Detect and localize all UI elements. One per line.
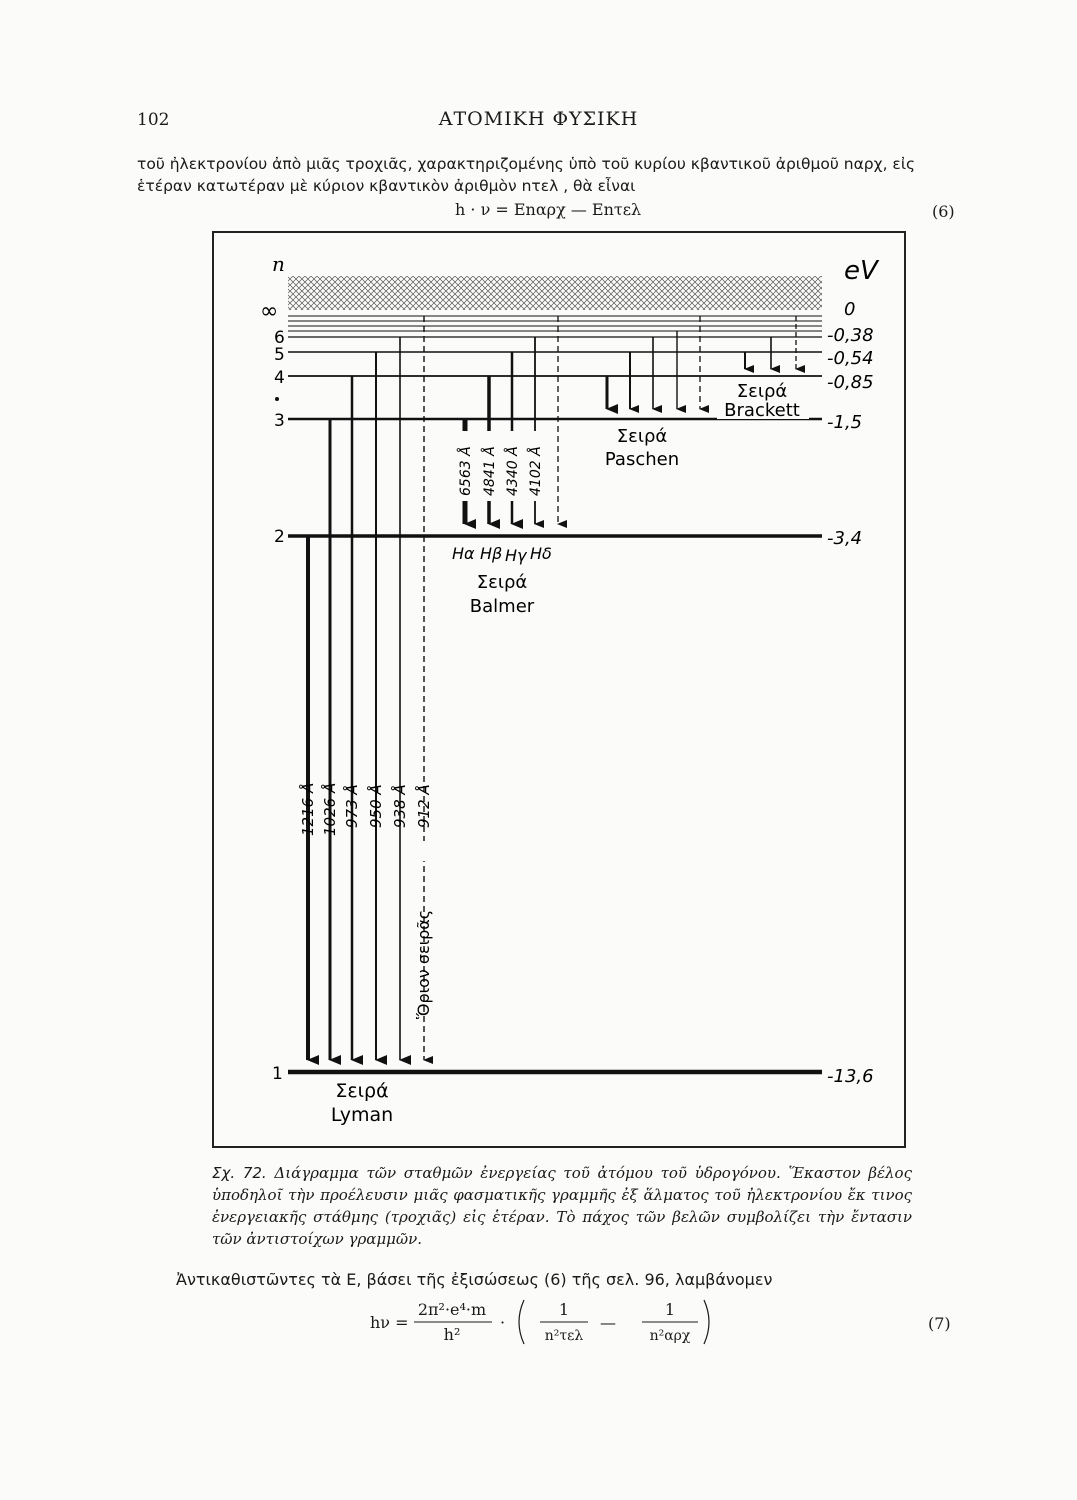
energy-level-diagram (212, 231, 906, 1148)
balmer-series-name: Balmer (469, 596, 535, 617)
figure-caption (212, 1162, 912, 1250)
eq7-t2-den: n²αρχ (649, 1328, 691, 1344)
page-number: 102 (137, 110, 170, 130)
brackett-series-name: Brackett (724, 400, 800, 421)
balmer-label-6563: 6563 Å (458, 446, 474, 496)
lyman-label-1026: 1026 Å (321, 782, 339, 836)
n-label-3: 3 (274, 411, 285, 431)
ev-labels (827, 299, 874, 1087)
ev-label-3: -1,5 (827, 412, 863, 433)
n-label-2: 2 (274, 527, 285, 547)
lyman-label-912: 912 Å (415, 784, 433, 828)
brackett-series-label (717, 379, 809, 421)
balmer-series-word: Σειρά (476, 572, 528, 593)
caption-text: Διάγραμμα τῶν σταθμῶν ἐνεργείας τοῦ ἀτόμου τοῦ ὑδρογόνου. Ἕκαστον βέλος ὑποδηλοῖ τὴν προέλευσιν μιᾶς φασματικῆς γραμμῆς ἐξ ἅλματος τοῦ ἠλεκτρονίου ἔκ τινος ἐνεργειακῆς στάθμης (τροχιᾶς) εἰς ἑτέραν. Τὸ πάχος τῶν βελῶν συμβολίζει τὴν ἔντασιν τῶν ἀντιστοίχων γραμμῶν. (212, 1164, 912, 1248)
balmer-name-hbeta: Hβ (480, 544, 503, 563)
balmer-line-names (452, 544, 552, 565)
continuum-hatch (288, 276, 822, 310)
series-limit-label: Ὅριον σειρᾶς (414, 909, 433, 1019)
lyman-arrows (308, 316, 424, 1060)
ev-label-6: -0,38 (827, 325, 874, 346)
paschen-series-word: Σειρά (616, 426, 668, 447)
balmer-name-hgamma: Hγ (505, 546, 527, 565)
balmer-label-4102: 4102 Å (528, 446, 544, 496)
eq7-numerator: 2π²·e⁴·m (417, 1300, 487, 1319)
lyman-series-name: Lyman (330, 1104, 394, 1126)
ev-label-0: 0 (844, 299, 856, 320)
lyman-label-950: 950 Å (367, 784, 385, 828)
limit-gap (415, 841, 433, 861)
paschen-series-label (605, 426, 679, 470)
eq7-t2-num: 1 (664, 1300, 676, 1319)
lyman-label-973: 973 Å (343, 784, 361, 828)
n-label-inf: ∞ (260, 299, 279, 324)
equation-7-number: (7) (928, 1314, 951, 1333)
equation-6: h · ν = Enαρχ — Enτελ (455, 200, 642, 219)
n-label-1: 1 (272, 1064, 283, 1084)
eq7-denominator: h² (443, 1325, 461, 1344)
bullet-dot (275, 397, 279, 401)
balmer-labels (457, 446, 544, 496)
lyman-series-word: Σειρά (335, 1080, 389, 1102)
caption-label: Σχ. 72. (212, 1164, 267, 1182)
n-label-4: 4 (274, 368, 285, 388)
lyman-labels (298, 783, 433, 1019)
body-paragraph: Ἀντικαθιστῶντες τὰ E, βάσει τῆς ἐξισώσεως (6) τῆς σελ. 96, λαμβάνομεν (176, 1270, 773, 1289)
ev-label-4: -0,85 (827, 372, 874, 393)
balmer-name-hdelta: Hδ (530, 544, 552, 563)
equation-6-number: (6) (932, 202, 955, 221)
balmer-name-halpha: Hα (452, 544, 475, 563)
n-label-5: 5 (274, 345, 285, 365)
balmer-series-label (470, 572, 535, 617)
lyman-label-938: 938 Å (391, 784, 409, 828)
ev-label-1: -13,6 (827, 1066, 874, 1087)
brackett-series-word: Σειρά (736, 381, 788, 402)
ev-label-2: -3,4 (827, 528, 863, 549)
eq7-minus: — (600, 1313, 616, 1332)
lyman-label-1216: 1216 Å (299, 782, 317, 836)
paschen-arrows (607, 316, 700, 409)
eq7-t1-den: n²τελ (544, 1328, 584, 1344)
eq7-lhs: hν = (370, 1313, 409, 1332)
brackett-arrows (745, 316, 796, 369)
axis-n-label: n (272, 252, 285, 276)
intro-paragraph: τοῦ ἠλεκτρονίου ἀπὸ μιᾶς τροχιᾶς, χαρακτηριζομένης ὑπὸ τοῦ κυρίου κβαντικοῦ ἀριθμοῦ nαρχ, εἰς ἑτέραν κατωτέραν μὲ κύριον κβαντικὸν ἀριθμὸν nτελ , θὰ εἶναι (137, 155, 916, 195)
lyman-series-label (331, 1080, 393, 1126)
eq7-t1-num: 1 (558, 1300, 570, 1319)
ev-label-5: -0,54 (827, 348, 874, 369)
balmer-label-4841: 4841 Å (482, 446, 498, 496)
axis-ev-label: eV (844, 256, 878, 286)
paschen-series-name: Paschen (604, 449, 680, 470)
eq7-dot: · (500, 1313, 506, 1332)
level-infinity-lines (288, 316, 822, 331)
n-label-6: 6 (274, 328, 285, 348)
running-title: ΑΤΟΜΙΚΗ ΦΥΣΙΚΗ (438, 108, 639, 130)
equation-7 (370, 1298, 730, 1348)
balmer-label-4340: 4340 Å (505, 446, 521, 496)
n-labels (260, 299, 285, 1084)
